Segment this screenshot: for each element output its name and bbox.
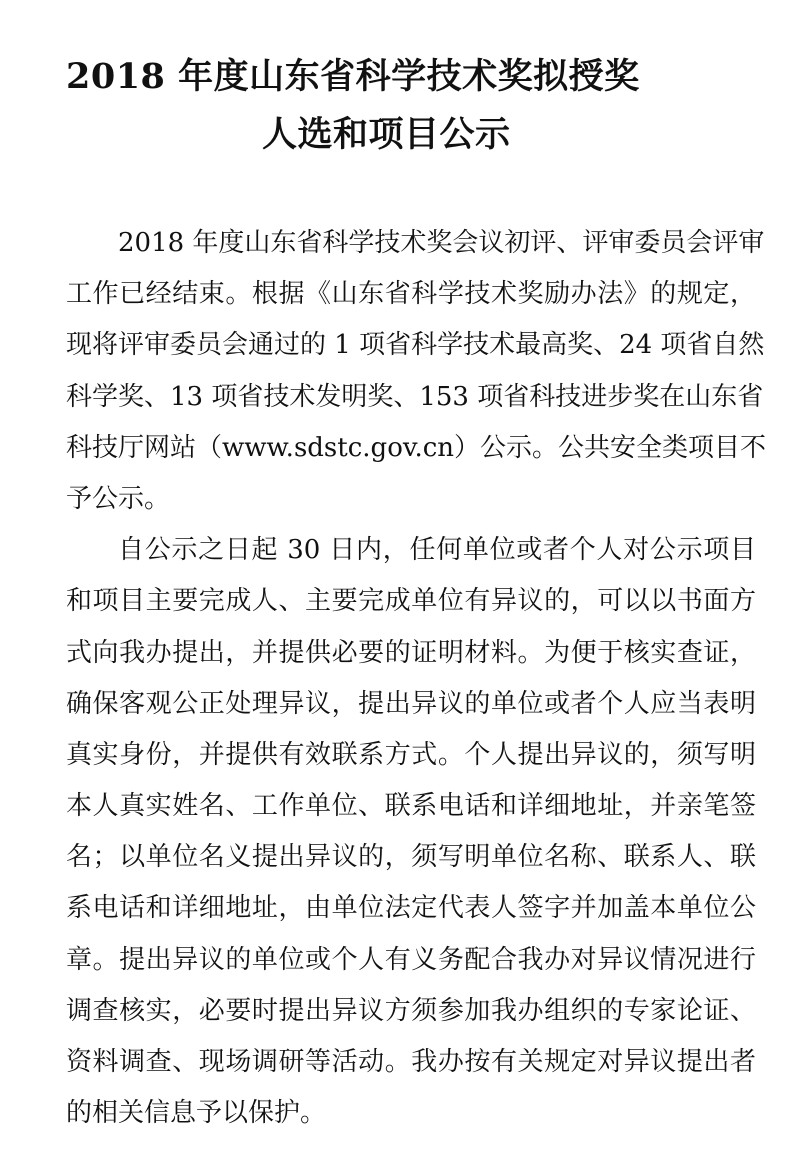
paragraph-line: 系电话和详细地址，由单位法定代表人签字并加盖本单位公 bbox=[66, 893, 756, 924]
paragraph-line: 和项目主要完成人、主要完成单位有异议的，可以以书面方 bbox=[66, 586, 756, 617]
title-line-2: 人选和项目公示 bbox=[262, 114, 511, 155]
paragraph-1 bbox=[66, 218, 767, 525]
paragraph-line: 调查核实，必要时提出异议方须参加我办组织的专家论证、 bbox=[66, 995, 756, 1026]
paragraph-line: 资料调查、现场调研等活动。我办按有关规定对异议提出者 bbox=[66, 1047, 756, 1077]
paragraph-line: 确保客观公正处理异议，提出异议的单位或者个人应当表明 bbox=[66, 688, 756, 719]
paragraph-line: 科学奖、13 项省技术发明奖、153 项省科技进步奖在山东省 bbox=[66, 381, 764, 412]
paragraph-line: 科技厅网站（www.sdstc.gov.cn）公示。公共安全类项目不 bbox=[66, 432, 767, 463]
paragraph-line: 本人真实姓名、工作单位、联系电话和详细地址，并亲笔签 bbox=[66, 791, 756, 822]
paragraph-line: 2018 年度山东省科学技术奖会议初评、评审委员会评审 bbox=[118, 228, 765, 258]
paragraph-2 bbox=[66, 525, 756, 1139]
paragraph-line: 真实身份，并提供有效联系方式。个人提出异议的，须写明 bbox=[66, 739, 756, 770]
paragraph-line: 予公示。 bbox=[66, 483, 171, 514]
paragraph-line: 章。提出异议的单位或个人有义务配合我办对异议情况进行 bbox=[66, 944, 756, 975]
paragraph-line: 自公示之日起 30 日内，任何单位或者个人对公示项目 bbox=[118, 535, 756, 566]
document-title bbox=[0, 48, 800, 164]
paragraph-line: 名；以单位名义提出异议的，须写明单位名称、联系人、联 bbox=[66, 842, 756, 873]
paragraph-line: 现将评审委员会通过的 1 项省科学技术最高奖、24 项省自然 bbox=[66, 330, 765, 361]
paragraph-line: 工作已经结束。根据《山东省科学技术奖励办法》的规定， bbox=[66, 279, 756, 310]
paragraph-line: 式向我办提出，并提供必要的证明材料。为便于核实查证， bbox=[66, 637, 756, 668]
document-body bbox=[66, 218, 767, 1139]
paragraph-line: 的相关信息予以保护。 bbox=[66, 1098, 327, 1129]
title-line-1: 2018 年度山东省科学技术奖拟授奖 bbox=[66, 56, 640, 97]
